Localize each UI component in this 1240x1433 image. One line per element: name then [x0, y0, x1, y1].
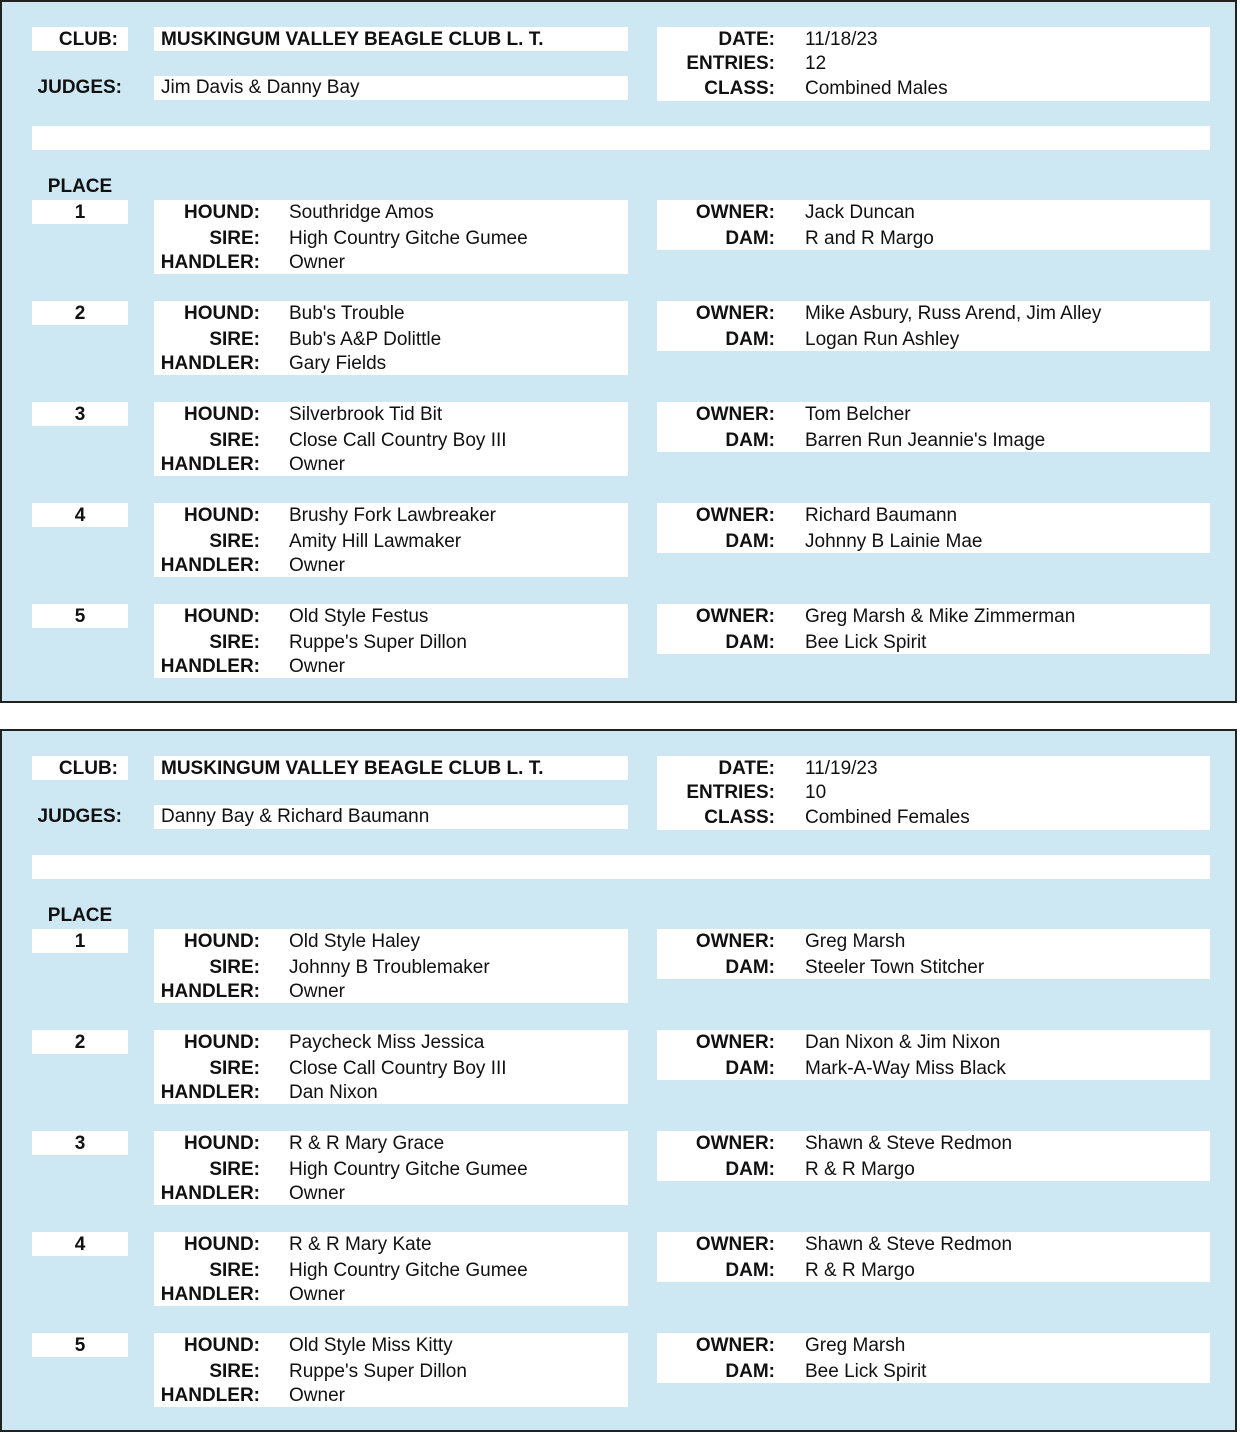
hound-label: HOUND:	[184, 505, 260, 526]
judges-value: Danny Bay & Richard Baumann	[161, 806, 430, 827]
sire-label: SIRE:	[209, 531, 260, 552]
sire-name: High Country Gitche Gumee	[289, 1260, 528, 1281]
owner-label: OWNER:	[695, 1234, 775, 1255]
owner-label: OWNER:	[695, 202, 775, 223]
owner-label: OWNER:	[695, 1032, 775, 1053]
owner-name: Richard Baumann	[805, 505, 958, 526]
sire-name: High Country Gitche Gumee	[289, 228, 528, 249]
hound-label: HOUND:	[184, 1234, 260, 1255]
sire-name: High Country Gitche Gumee	[289, 1159, 528, 1180]
dam-label: DAM:	[725, 1159, 775, 1180]
owner-label: OWNER:	[695, 931, 775, 952]
place-number: 4	[74, 505, 86, 526]
sire-name: Ruppe's Super Dillon	[289, 1361, 467, 1382]
handler-name: Owner	[289, 1385, 345, 1406]
dam-name: Logan Run Ashley	[805, 329, 960, 350]
dam-name: Bee Lick Spirit	[805, 1361, 927, 1382]
sire-name: Close Call Country Boy III	[289, 1058, 507, 1079]
owner-label: OWNER:	[695, 1133, 775, 1154]
dam-name: Steeler Town Stitcher	[805, 957, 985, 978]
spacer-bar	[32, 126, 1210, 150]
hound-label: HOUND:	[184, 606, 260, 627]
hound-label: HOUND:	[184, 931, 260, 952]
hound-name: Old Style Miss Kitty	[289, 1335, 453, 1356]
handler-label: HANDLER:	[160, 981, 260, 1002]
sire-label: SIRE:	[209, 228, 260, 249]
entries-label: ENTRIES:	[686, 782, 775, 803]
handler-name: Owner	[289, 1183, 345, 1204]
sire-label: SIRE:	[209, 430, 260, 451]
sire-label: SIRE:	[209, 632, 260, 653]
handler-label: HANDLER:	[160, 454, 260, 475]
entries-value: 12	[805, 53, 827, 74]
hound-name: Southridge Amos	[289, 202, 434, 223]
place-number: 2	[74, 1032, 86, 1053]
sire-name: Ruppe's Super Dillon	[289, 632, 467, 653]
sire-name: Amity Hill Lawmaker	[289, 531, 462, 552]
date-label: DATE:	[718, 758, 775, 779]
hound-name: R & R Mary Kate	[289, 1234, 432, 1255]
results-sheet-2	[0, 729, 1237, 1432]
hound-name: Old Style Haley	[289, 931, 420, 952]
place-number: 2	[74, 303, 86, 324]
entries-label: ENTRIES:	[686, 53, 775, 74]
club-label: CLUB:	[58, 29, 118, 50]
handler-name: Owner	[289, 656, 345, 677]
club-name: MUSKINGUM VALLEY BEAGLE CLUB L. T.	[161, 29, 544, 50]
handler-label: HANDLER:	[160, 1183, 260, 1204]
sire-label: SIRE:	[209, 1260, 260, 1281]
date-value: 11/19/23	[805, 758, 878, 779]
club-label: CLUB:	[58, 758, 118, 779]
owner-name: Greg Marsh	[805, 1335, 906, 1356]
owner-name: Greg Marsh & Mike Zimmerman	[805, 606, 1076, 627]
results-sheet-1	[0, 0, 1237, 703]
spacer-bar	[32, 855, 1210, 879]
dam-name: Johnny B Lainie Mae	[805, 531, 983, 552]
handler-name: Dan Nixon	[289, 1082, 378, 1103]
sire-name: Bub's A&P Dolittle	[289, 329, 442, 350]
handler-name: Gary Fields	[289, 353, 387, 374]
dam-name: Bee Lick Spirit	[805, 632, 927, 653]
dam-label: DAM:	[725, 1361, 775, 1382]
place-number: 1	[74, 202, 86, 223]
handler-label: HANDLER:	[160, 1082, 260, 1103]
dam-name: R & R Margo	[805, 1260, 915, 1281]
owner-name: Tom Belcher	[805, 404, 911, 425]
date-value: 11/18/23	[805, 29, 878, 50]
judges-value: Jim Davis & Danny Bay	[161, 77, 360, 98]
handler-name: Owner	[289, 1284, 345, 1305]
place-header: PLACE	[47, 176, 113, 197]
sire-name: Close Call Country Boy III	[289, 430, 507, 451]
dam-name: R & R Margo	[805, 1159, 915, 1180]
place-number: 4	[74, 1234, 86, 1255]
place-number: 3	[74, 1133, 86, 1154]
dam-label: DAM:	[725, 632, 775, 653]
class-value: Combined Females	[805, 807, 970, 828]
sire-label: SIRE:	[209, 329, 260, 350]
handler-label: HANDLER:	[160, 353, 260, 374]
owner-label: OWNER:	[695, 1335, 775, 1356]
hound-name: Brushy Fork Lawbreaker	[289, 505, 496, 526]
handler-label: HANDLER:	[160, 1385, 260, 1406]
handler-label: HANDLER:	[160, 555, 260, 576]
dam-name: R and R Margo	[805, 228, 934, 249]
handler-label: HANDLER:	[160, 656, 260, 677]
sire-label: SIRE:	[209, 1361, 260, 1382]
hound-label: HOUND:	[184, 303, 260, 324]
dam-label: DAM:	[725, 531, 775, 552]
handler-label: HANDLER:	[160, 252, 260, 273]
sire-label: SIRE:	[209, 1159, 260, 1180]
handler-label: HANDLER:	[160, 1284, 260, 1305]
place-number: 3	[74, 404, 86, 425]
entries-value: 10	[805, 782, 827, 803]
hound-name: Old Style Festus	[289, 606, 429, 627]
sire-label: SIRE:	[209, 1058, 260, 1079]
dam-label: DAM:	[725, 329, 775, 350]
judges-label: JUDGES:	[37, 77, 122, 98]
hound-label: HOUND:	[184, 1133, 260, 1154]
dam-label: DAM:	[725, 430, 775, 451]
owner-label: OWNER:	[695, 404, 775, 425]
dam-name: Mark-A-Way Miss Black	[805, 1058, 1006, 1079]
owner-name: Shawn & Steve Redmon	[805, 1133, 1013, 1154]
handler-name: Owner	[289, 981, 345, 1002]
class-label: CLASS:	[704, 78, 775, 99]
handler-name: Owner	[289, 252, 345, 273]
hound-name: Paycheck Miss Jessica	[289, 1032, 485, 1053]
class-value: Combined Males	[805, 78, 948, 99]
hound-name: Silverbrook Tid Bit	[289, 404, 443, 425]
owner-label: OWNER:	[695, 505, 775, 526]
owner-label: OWNER:	[695, 303, 775, 324]
owner-name: Mike Asbury, Russ Arend, Jim Alley	[805, 303, 1102, 324]
place-number: 5	[74, 606, 86, 627]
hound-label: HOUND:	[184, 202, 260, 223]
club-name: MUSKINGUM VALLEY BEAGLE CLUB L. T.	[161, 758, 544, 779]
handler-name: Owner	[289, 454, 345, 475]
owner-name: Shawn & Steve Redmon	[805, 1234, 1013, 1255]
date-label: DATE:	[718, 29, 775, 50]
hound-name: Bub's Trouble	[289, 303, 405, 324]
dam-label: DAM:	[725, 1058, 775, 1079]
dam-label: DAM:	[725, 1260, 775, 1281]
place-header: PLACE	[47, 905, 113, 926]
hound-label: HOUND:	[184, 404, 260, 425]
hound-label: HOUND:	[184, 1335, 260, 1356]
owner-label: OWNER:	[695, 606, 775, 627]
handler-name: Owner	[289, 555, 345, 576]
dam-label: DAM:	[725, 228, 775, 249]
sire-name: Johnny B Troublemaker	[289, 957, 490, 978]
owner-name: Dan Nixon & Jim Nixon	[805, 1032, 1001, 1053]
place-number: 5	[74, 1335, 86, 1356]
hound-label: HOUND:	[184, 1032, 260, 1053]
owner-name: Jack Duncan	[805, 202, 915, 223]
judges-label: JUDGES:	[37, 806, 122, 827]
hound-name: R & R Mary Grace	[289, 1133, 445, 1154]
place-number: 1	[74, 931, 86, 952]
sire-label: SIRE:	[209, 957, 260, 978]
dam-label: DAM:	[725, 957, 775, 978]
class-label: CLASS:	[704, 807, 775, 828]
owner-name: Greg Marsh	[805, 931, 906, 952]
dam-name: Barren Run Jeannie's Image	[805, 430, 1046, 451]
